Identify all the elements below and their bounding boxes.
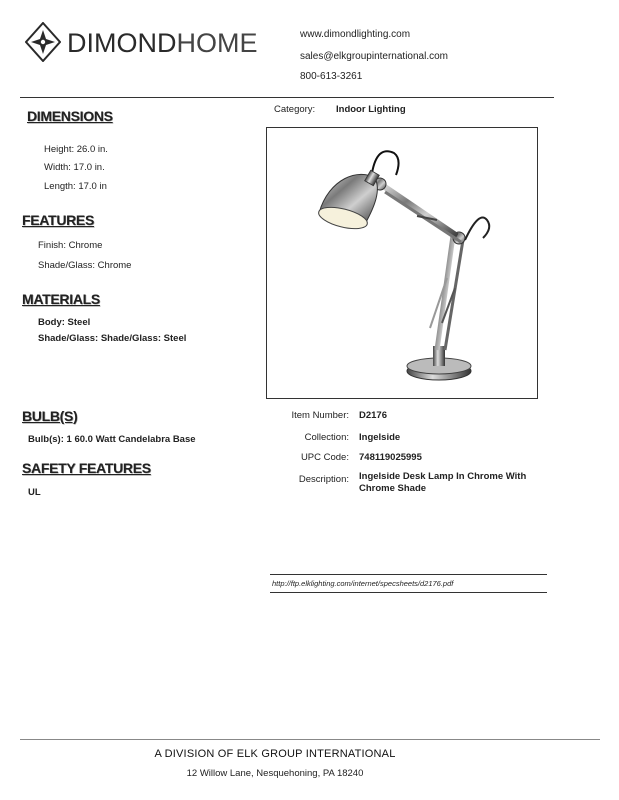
- collection-value: Ingelside: [359, 432, 401, 443]
- material-body: Body: Steel: [38, 317, 91, 328]
- item-number-label: Item Number:: [291, 410, 349, 421]
- brand-name: [67, 27, 258, 59]
- footer-address: 12 Willow Lane, Nesquehoning, PA 18240: [186, 768, 364, 779]
- dimensions-heading: DIMENSIONS: [27, 108, 113, 124]
- brand-name-bold: DIMOND: [67, 28, 177, 58]
- email-link[interactable]: sales@elkgroupinternational.com: [300, 51, 449, 62]
- category-value: Indoor Lighting: [336, 104, 406, 115]
- materials-heading: MATERIALS: [22, 291, 100, 307]
- dimension-height: Height: 26.0 in.: [44, 144, 108, 155]
- upc-value: 748119025995: [359, 452, 422, 463]
- brand-name-light: HOME: [176, 28, 258, 58]
- safety-rating: UL: [28, 487, 41, 498]
- feature-shade: Shade/Glass: Chrome: [38, 260, 132, 271]
- brand-logo-icon: [25, 22, 61, 62]
- bulb-spec: Bulb(s): 1 60.0 Watt Candelabra Base: [28, 434, 196, 445]
- desk-lamp-illustration: [267, 128, 537, 398]
- footer-division: A DIVISION OF ELK GROUP INTERNATIONAL: [154, 748, 396, 760]
- website-link[interactable]: www.dimondlighting.com: [300, 29, 411, 40]
- description-label: Description:: [298, 474, 349, 485]
- category-label: Category:: [274, 104, 316, 115]
- item-number-value: D2176: [359, 410, 387, 421]
- phone-number: 800-613-3261: [300, 71, 363, 82]
- bulbs-heading: BULB(S): [22, 408, 78, 424]
- safety-heading: SAFETY FEATURES: [22, 460, 151, 476]
- upc-label: UPC Code:: [300, 452, 349, 463]
- product-photo: [266, 127, 538, 399]
- material-shade: Shade/Glass: Shade/Glass: Steel: [38, 333, 187, 344]
- header-divider: [20, 97, 554, 98]
- features-heading: FEATURES: [22, 212, 95, 228]
- footer-divider: [20, 739, 600, 740]
- dimension-width: Width: 17.0 in.: [44, 162, 105, 173]
- link-divider-bottom: [270, 592, 547, 593]
- feature-finish: Finish: Chrome: [38, 240, 103, 251]
- link-divider-top: [270, 574, 547, 575]
- description-value: Ingelside Desk Lamp In Chrome With Chrome Shade: [359, 471, 527, 494]
- spec-sheet-link[interactable]: http://ftp.elklighting.com/internet/specsheets/d2176.pdf: [272, 579, 454, 588]
- dimension-length: Length: 17.0 in: [44, 181, 107, 192]
- collection-label: Collection:: [304, 432, 349, 443]
